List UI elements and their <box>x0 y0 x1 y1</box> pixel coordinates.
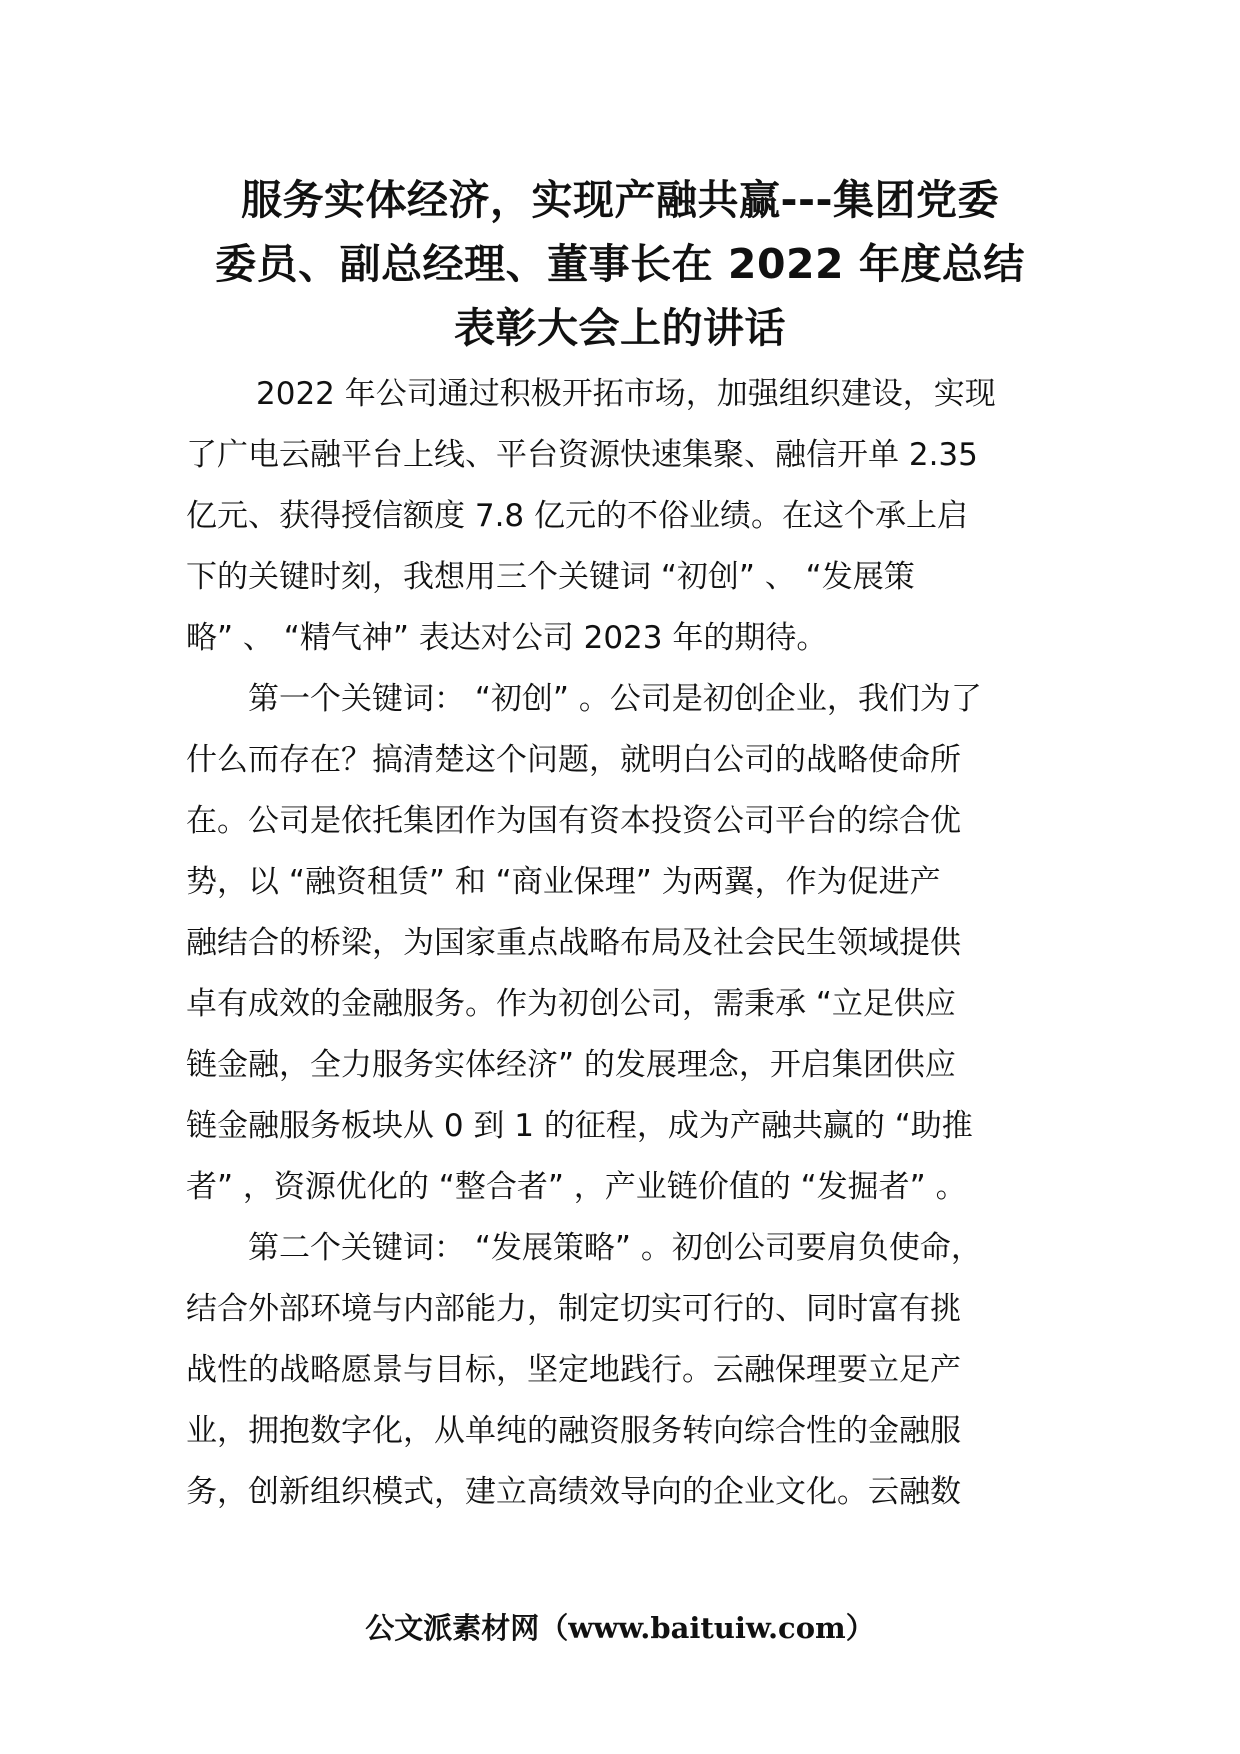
text-line: 务，创新组织模式，建立高绩效导向的企业文化。云融数 <box>186 1474 961 1510</box>
text-line: 卓有成效的金融服务。作为初创公司，需秉承 “立足供应 <box>186 986 956 1022</box>
text-line: 结合外部环境与内部能力，制定切实可行的、同时富有挑 <box>186 1291 961 1327</box>
paragraph-2 <box>186 669 1056 1218</box>
text-line: 融结合的桥梁，为国家重点战略布局及社会民生领域提供 <box>186 925 961 961</box>
text-line: 了广电云融平台上线、平台资源快速集聚、融信开单 2.35 <box>186 437 978 473</box>
text-line: 者” ，资源优化的 “整合者” ，产业链价值的 “发掘者” 。 <box>186 1169 967 1205</box>
title-line: 委员、副总经理、董事长在 2022 年度总结 <box>215 240 1025 288</box>
text-line: 战性的战略愿景与目标，坚定地践行。云融保理要立足产 <box>186 1352 961 1388</box>
text-line: 业，拥抱数字化，从单纯的融资服务转向综合性的金融服 <box>186 1413 961 1449</box>
text-line: 2022 年公司通过积极开拓市场，加强组织建设，实现 <box>256 376 996 412</box>
text-line: 第二个关键词： “发展策略” 。初创公司要肩负使命， <box>248 1230 982 1266</box>
document-body <box>186 364 1056 1523</box>
text-line: 下的关键时刻，我想用三个关键词 “初创” 、 “发展策 <box>186 559 915 595</box>
text-line: 在。公司是依托集团作为国有资本投资公司平台的综合优 <box>186 803 961 839</box>
text-line: 略” 、 “精气神” 表达对公司 2023 年的期待。 <box>186 620 828 656</box>
document-title <box>180 168 1060 360</box>
title-line: 服务实体经济，实现产融共赢---集团党委 <box>240 176 1000 224</box>
text-line: 亿元、获得授信额度 7.8 亿元的不俗业绩。在这个承上启 <box>186 498 969 534</box>
text-line: 链金融，全力服务实体经济” 的发展理念，开启集团供应 <box>186 1047 956 1083</box>
paragraph-1 <box>186 364 1056 669</box>
text-line: 势，以 “融资租赁” 和 “商业保理” 为两翼，作为促进产 <box>186 864 941 900</box>
text-line: 什么而存在？搞清楚这个问题，就明白公司的战略使命所 <box>186 742 961 778</box>
watermark-footer: 公文派素材网（www.baituiw.com） <box>365 1611 875 1645</box>
paragraph-3 <box>186 1218 1056 1523</box>
title-line: 表彰大会上的讲话 <box>454 304 786 352</box>
text-line: 第一个关键词： “初创” 。公司是初创企业，我们为了 <box>248 681 982 717</box>
text-line: 链金融服务板块从 0 到 1 的征程，成为产融共赢的 “助推 <box>186 1108 973 1144</box>
